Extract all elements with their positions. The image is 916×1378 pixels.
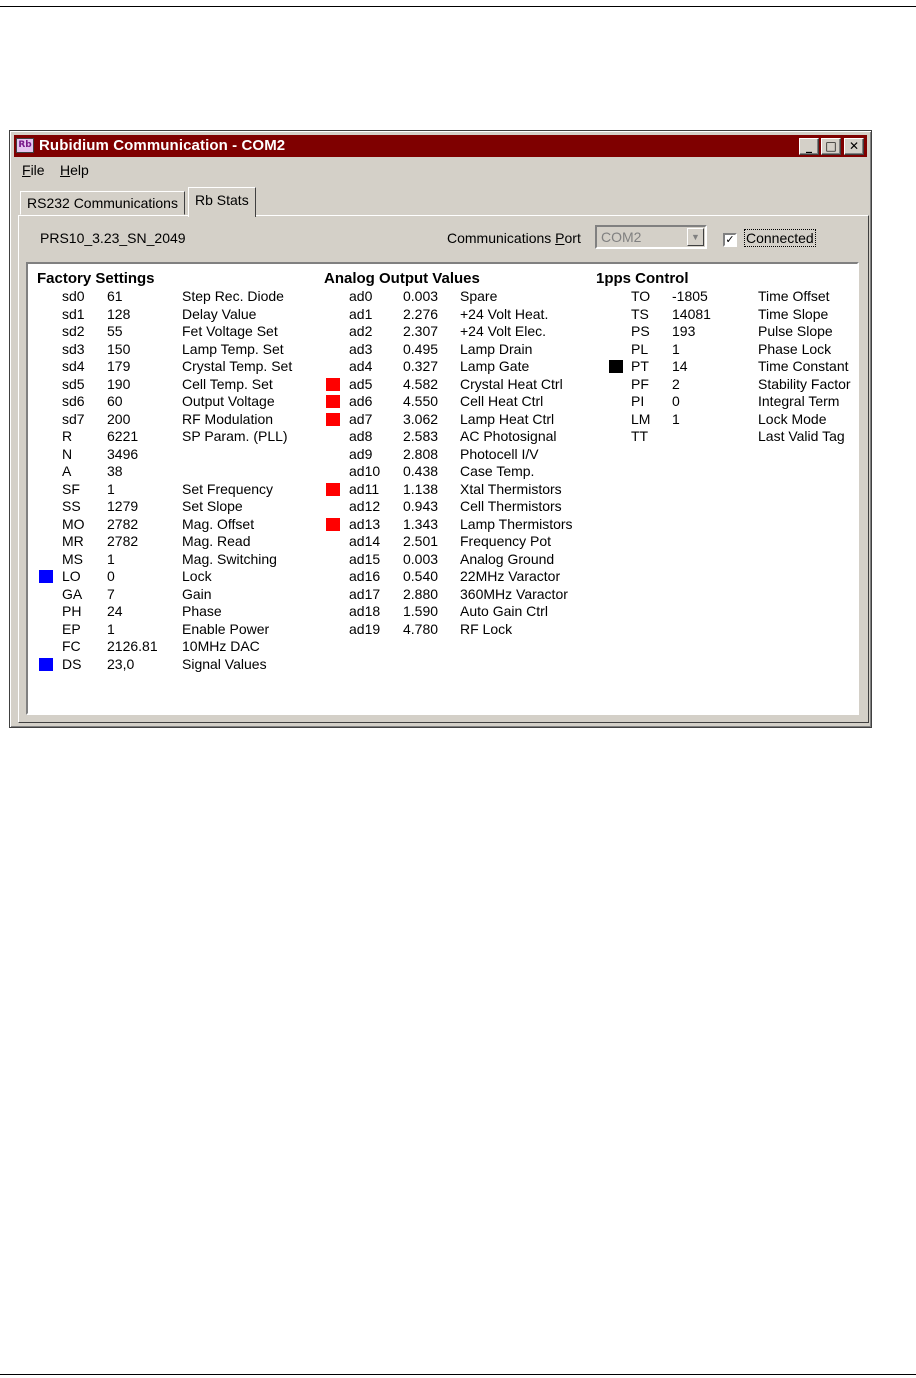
analog-output-desc: Frequency Pot — [460, 533, 552, 549]
analog-output-value: 4.780 — [403, 620, 439, 637]
analog-output-value: 2.276 — [403, 305, 439, 322]
analog-output-row — [324, 620, 513, 639]
analog-output-row — [324, 358, 530, 376]
analog-output-row — [324, 480, 562, 499]
app-icon: Rb — [16, 138, 34, 153]
pps-control-code: PL — [631, 340, 649, 357]
analog-output-code: ad7 — [349, 410, 373, 427]
pps-control-row — [596, 410, 827, 429]
tab-strip — [18, 186, 869, 214]
analog-output-code: ad0 — [349, 288, 373, 304]
pps-control-code: TT — [631, 428, 649, 444]
factory-settings-value: 55 — [107, 323, 123, 339]
analog-output-desc: RF Lock — [460, 620, 513, 637]
pps-control-desc: Stability Factor — [758, 375, 851, 392]
analog-output-code: ad6 — [349, 393, 373, 409]
pps-control-value: -1805 — [672, 288, 708, 304]
analog-output-desc: Lamp Gate — [460, 358, 530, 374]
analog-output-row — [324, 603, 548, 621]
connected-checkbox[interactable]: ✓ — [723, 233, 737, 247]
factory-settings-code: MS — [62, 550, 83, 567]
factory-settings-desc: Delay Value — [182, 305, 257, 322]
minimize-button[interactable]: _ — [799, 138, 819, 155]
factory-settings-desc: Gain — [182, 585, 212, 602]
factory-settings-desc: RF Modulation — [182, 410, 274, 427]
analog-output-desc: +24 Volt Heat. — [460, 305, 549, 322]
analog-output-desc: 22MHz Varactor — [460, 568, 561, 584]
window-title: Rubidium Communication - COM2 — [39, 137, 286, 154]
factory-settings-code: GA — [62, 585, 83, 602]
factory-settings-row — [37, 568, 212, 586]
factory-settings-code: PH — [62, 603, 82, 619]
analog-output-value: 0.438 — [403, 463, 439, 479]
pps-control-value: 14 — [672, 358, 688, 374]
close-button[interactable]: ✕ — [844, 138, 864, 155]
factory-settings-code: sd4 — [62, 358, 85, 374]
stats-panel — [26, 262, 859, 715]
factory-settings-code: MO — [62, 515, 85, 532]
factory-settings-value: 60 — [107, 393, 123, 409]
factory-settings-value: 2782 — [107, 515, 139, 532]
pps-control-desc: Pulse Slope — [758, 323, 833, 339]
pps-control-code: PI — [631, 393, 645, 409]
analog-output-desc: 360MHz Varactor — [460, 585, 568, 602]
analog-output-value: 1.343 — [403, 515, 439, 532]
factory-settings-desc: Step Rec. Diode — [182, 288, 284, 304]
factory-settings-row — [37, 533, 251, 551]
factory-settings-desc: Signal Values — [182, 655, 267, 672]
analog-output-row — [324, 410, 555, 429]
analog-output-rows — [324, 288, 573, 638]
analog-output-code: ad10 — [349, 463, 381, 479]
analog-output-code: ad17 — [349, 585, 381, 602]
factory-settings-row — [37, 463, 155, 481]
analog-output-code: ad18 — [349, 603, 381, 619]
analog-output-value: 4.550 — [403, 393, 439, 409]
pps-control-desc: Time Offset — [758, 288, 830, 304]
analog-output-desc: Case Temp. — [460, 463, 535, 479]
pps-control-code: TO — [631, 288, 651, 304]
factory-settings-desc: Cell Temp. Set — [182, 375, 273, 392]
factory-settings-value: 190 — [107, 375, 131, 392]
factory-settings-code: R — [62, 428, 73, 444]
pps-control-value: 1 — [672, 340, 680, 357]
factory-settings-row — [37, 515, 255, 534]
factory-settings-value: 38 — [107, 463, 123, 479]
factory-settings-row — [37, 393, 275, 411]
tab-rs232-communications[interactable]: RS232 Communications — [20, 191, 185, 215]
factory-settings-title: Factory Settings — [37, 270, 155, 287]
factory-settings-desc: Mag. Offset — [182, 515, 255, 532]
factory-settings-row — [37, 340, 284, 359]
factory-settings-row — [37, 603, 222, 621]
analog-output-desc: Lamp Drain — [460, 340, 533, 357]
analog-output-desc: Analog Ground — [460, 550, 555, 567]
factory-settings-code: FC — [62, 638, 81, 654]
factory-settings-row — [37, 585, 212, 604]
red-status-indicator — [326, 518, 340, 531]
title-bar[interactable] — [14, 135, 867, 157]
analog-output-code: ad4 — [349, 358, 373, 374]
analog-output-code: ad15 — [349, 550, 381, 567]
factory-settings-value: 1279 — [107, 498, 139, 514]
factory-settings-code: sd1 — [62, 305, 85, 322]
factory-settings-code: EP — [62, 620, 81, 637]
analog-output-code: ad5 — [349, 375, 373, 392]
analog-output-value: 2.808 — [403, 445, 439, 462]
pps-control-row — [596, 340, 832, 359]
analog-output-code: ad8 — [349, 428, 373, 444]
serial-number: PRS10_3.23_SN_2049 — [40, 230, 186, 246]
analog-output-desc: Xtal Thermistors — [460, 480, 562, 497]
pps-control-value: 193 — [672, 323, 696, 339]
factory-settings-value: 0 — [107, 568, 115, 584]
analog-output-code: ad3 — [349, 340, 373, 357]
factory-settings-desc: Output Voltage — [182, 393, 275, 409]
analog-output-value: 2.501 — [403, 533, 439, 549]
factory-settings-code: sd2 — [62, 323, 85, 339]
analog-output-desc: +24 Volt Elec. — [460, 323, 547, 339]
analog-output-title: Analog Output Values — [324, 270, 480, 287]
pps-control-row — [596, 393, 840, 411]
factory-settings-row — [37, 375, 273, 394]
red-status-indicator — [326, 413, 340, 426]
factory-settings-code: A — [62, 463, 72, 479]
factory-settings-row — [37, 323, 278, 341]
factory-settings-desc: Phase — [182, 603, 222, 619]
factory-settings-row — [37, 550, 277, 569]
analog-output-row — [324, 445, 539, 464]
red-status-indicator — [326, 483, 340, 496]
factory-settings-code: LO — [62, 568, 81, 584]
analog-output-desc: Cell Heat Ctrl — [460, 393, 544, 409]
factory-settings-value: 6221 — [107, 428, 139, 444]
blue-status-indicator — [39, 570, 53, 583]
factory-settings-row — [37, 498, 243, 516]
pps-control-title: 1pps Control — [596, 270, 689, 287]
pps-control-code: PF — [631, 375, 649, 392]
red-status-indicator — [326, 378, 340, 391]
factory-settings-desc: Set Slope — [182, 498, 243, 514]
factory-settings-row — [37, 410, 274, 429]
factory-settings-section — [37, 270, 293, 673]
factory-settings-value: 1 — [107, 480, 115, 497]
analog-output-desc: Auto Gain Ctrl — [460, 603, 548, 619]
factory-settings-desc: SP Param. (PLL) — [182, 428, 288, 444]
factory-settings-code: sd6 — [62, 393, 85, 409]
red-status-indicator — [326, 395, 340, 408]
factory-settings-value: 24 — [107, 603, 123, 619]
factory-settings-code: DS — [62, 655, 82, 672]
factory-settings-code: sd3 — [62, 340, 85, 357]
factory-settings-desc: Lock — [182, 568, 212, 584]
analog-output-code: ad14 — [349, 533, 381, 549]
analog-output-code: ad16 — [349, 568, 381, 584]
pps-control-code: LM — [631, 410, 651, 427]
factory-settings-code: sd5 — [62, 375, 85, 392]
analog-output-code: ad2 — [349, 323, 373, 339]
pps-control-desc: Time Constant — [758, 358, 849, 374]
factory-settings-row — [37, 305, 257, 324]
analog-output-desc: AC Photosignal — [460, 428, 557, 444]
analog-output-row — [324, 463, 535, 481]
factory-settings-code: sd7 — [62, 410, 85, 427]
page-top-rule — [0, 6, 916, 7]
pps-control-row — [596, 375, 851, 394]
analog-output-row — [324, 375, 563, 394]
analog-output-row — [324, 323, 547, 341]
pps-control-value: 1 — [672, 410, 680, 427]
analog-output-desc: Lamp Heat Ctrl — [460, 410, 555, 427]
analog-output-value: 2.583 — [403, 428, 439, 444]
analog-output-value: 0.943 — [403, 498, 439, 514]
analog-output-value: 2.307 — [403, 323, 439, 339]
analog-output-section — [324, 270, 573, 638]
factory-settings-row — [37, 620, 270, 639]
factory-settings-desc: Enable Power — [182, 620, 270, 637]
analog-output-row — [324, 568, 561, 586]
analog-output-row — [324, 288, 498, 306]
port-value: COM2 — [601, 229, 642, 245]
pps-control-row — [596, 358, 849, 376]
factory-settings-value: 179 — [107, 358, 131, 374]
factory-settings-desc: 10MHz DAC — [182, 638, 260, 654]
pps-control-value: 0 — [672, 393, 680, 409]
factory-settings-value: 7 — [107, 585, 115, 602]
analog-output-value: 1.590 — [403, 603, 439, 619]
tab-rb-stats[interactable]: Rb Stats — [188, 187, 256, 217]
factory-settings-value: 128 — [107, 305, 131, 322]
page-bottom-rule — [0, 1374, 916, 1375]
factory-settings-value: 61 — [107, 288, 123, 304]
analog-output-desc: Crystal Heat Ctrl — [460, 375, 563, 392]
analog-output-row — [324, 585, 568, 604]
factory-settings-value: 150 — [107, 340, 131, 357]
analog-output-value: 1.138 — [403, 480, 439, 497]
pps-control-row — [596, 428, 845, 446]
black-status-indicator — [609, 360, 623, 373]
pps-control-row — [596, 288, 830, 306]
pps-control-value: 14081 — [672, 305, 711, 322]
analog-output-row — [324, 533, 552, 551]
factory-settings-desc: Mag. Switching — [182, 550, 277, 567]
app-window — [9, 130, 872, 728]
analog-output-value: 3.062 — [403, 410, 439, 427]
factory-settings-code: SF — [62, 480, 80, 497]
analog-output-desc: Spare — [460, 288, 498, 304]
pps-control-row — [596, 305, 829, 324]
factory-settings-row — [37, 358, 293, 376]
analog-output-value: 0.495 — [403, 340, 439, 357]
analog-output-desc: Cell Thermistors — [460, 498, 562, 514]
analog-output-value: 2.880 — [403, 585, 439, 602]
analog-output-row — [324, 428, 557, 446]
factory-settings-value: 23,0 — [107, 655, 135, 672]
pps-control-desc: Time Slope — [758, 305, 829, 322]
factory-settings-code: sd0 — [62, 288, 85, 304]
factory-settings-desc: Crystal Temp. Set — [182, 358, 293, 374]
connected-label[interactable]: Connected — [746, 230, 814, 246]
factory-settings-row — [37, 480, 274, 499]
factory-settings-rows — [37, 288, 293, 673]
factory-settings-value: 200 — [107, 410, 131, 427]
analog-output-desc: Lamp Thermistors — [460, 515, 573, 532]
analog-output-desc: Photocell I/V — [460, 445, 539, 462]
factory-settings-row — [37, 655, 267, 674]
factory-settings-desc: Set Frequency — [182, 480, 274, 497]
analog-output-row — [324, 393, 544, 411]
pps-control-desc: Integral Term — [758, 393, 840, 409]
analog-output-code: ad13 — [349, 515, 381, 532]
analog-output-code: ad1 — [349, 305, 373, 322]
pps-control-code: TS — [631, 305, 649, 322]
analog-output-row — [324, 340, 533, 359]
pps-control-code: PS — [631, 323, 650, 339]
analog-output-code: ad9 — [349, 445, 373, 462]
analog-output-value: 0.327 — [403, 358, 439, 374]
factory-settings-value: 1 — [107, 550, 115, 567]
factory-settings-code: SS — [62, 498, 81, 514]
pps-control-section — [596, 270, 851, 446]
blue-status-indicator — [39, 658, 53, 671]
analog-output-row — [324, 515, 573, 534]
analog-output-code: ad19 — [349, 620, 381, 637]
factory-settings-row — [37, 428, 288, 446]
analog-output-code: ad11 — [349, 480, 380, 497]
factory-settings-desc: Lamp Temp. Set — [182, 340, 284, 357]
factory-settings-value: 3496 — [107, 445, 139, 462]
factory-settings-value: 1 — [107, 620, 115, 637]
analog-output-row — [324, 550, 555, 569]
factory-settings-row — [37, 638, 260, 656]
menu-help[interactable]: Help — [60, 162, 89, 178]
menu-file[interactable]: File — [22, 162, 45, 178]
analog-output-value: 0.003 — [403, 288, 439, 304]
factory-settings-desc: Fet Voltage Set — [182, 323, 278, 339]
factory-settings-row — [37, 446, 155, 464]
factory-settings-value: 2126.81 — [107, 638, 158, 654]
factory-settings-row — [37, 288, 284, 306]
factory-settings-desc: Mag. Read — [182, 533, 251, 549]
factory-settings-code: N — [62, 445, 73, 462]
communications-port-select[interactable] — [595, 225, 707, 249]
factory-settings-code: MR — [62, 533, 84, 549]
communications-port-label: Communications Port — [447, 230, 581, 246]
pps-control-desc: Last Valid Tag — [758, 428, 845, 444]
analog-output-value: 4.582 — [403, 375, 439, 392]
pps-control-value: 2 — [672, 375, 680, 392]
analog-output-value: 0.003 — [403, 550, 439, 567]
analog-output-row — [324, 498, 562, 516]
pps-control-desc: Phase Lock — [758, 340, 832, 357]
pps-control-row — [596, 323, 833, 341]
analog-output-code: ad12 — [349, 498, 381, 514]
pps-control-rows — [596, 288, 851, 446]
pps-control-desc: Lock Mode — [758, 410, 827, 427]
analog-output-row — [324, 305, 549, 324]
chevron-down-icon[interactable]: ▼ — [687, 228, 704, 246]
maximize-button[interactable]: □ — [821, 138, 841, 155]
factory-settings-value: 2782 — [107, 533, 139, 549]
analog-output-value: 0.540 — [403, 568, 439, 584]
pps-control-code: PT — [631, 358, 649, 374]
